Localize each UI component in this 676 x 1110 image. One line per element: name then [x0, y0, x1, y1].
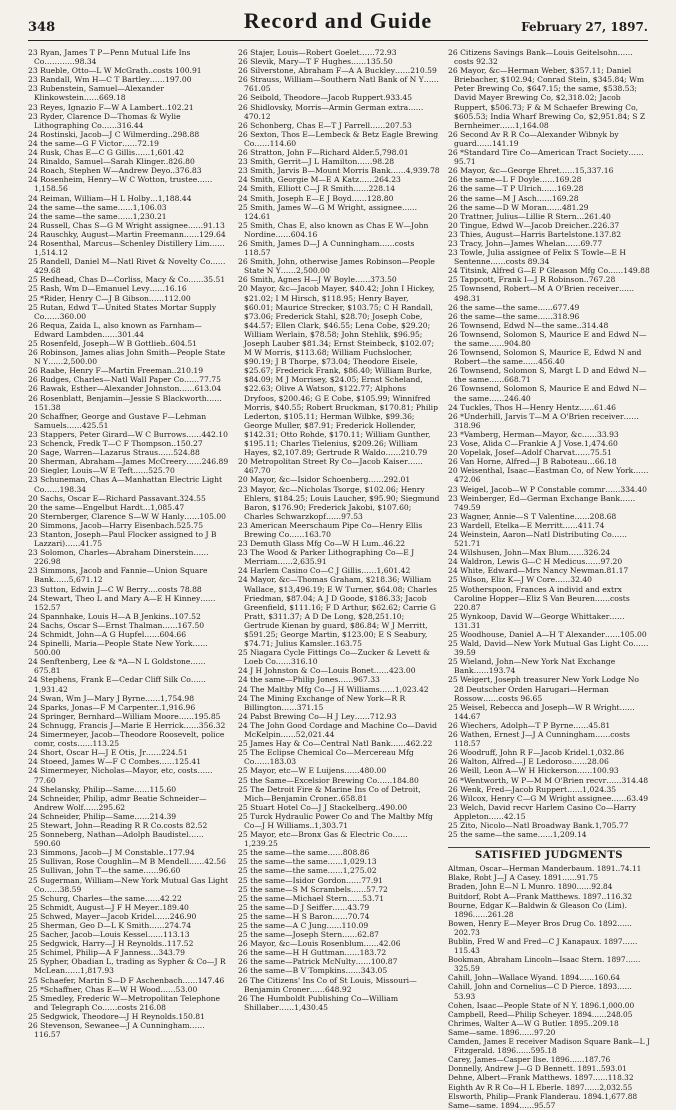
judgment-entry: 25 Sacher, Jacob—Louis Kessel……113.13: [28, 930, 190, 940]
judgment-entry: 23 Towle, Julia assignee of Felix S Towle—E H Sentenne……costs 89.34: [448, 248, 626, 267]
judgment-entry: 25 Sullivan, John T—the same……96.60: [28, 866, 181, 876]
judgment-entry: 26 Smith, John, otherwise James Robinson—People State N Y……2,500.00: [238, 257, 435, 276]
judgment-entry: 25 the same—S M Scrambels……57.72: [238, 884, 388, 894]
judgment-entry: 24 Rosenthal, Marcus—Schenley Distillery Lim……1,514.12: [28, 238, 225, 258]
judgment-entry: 25 Sedgwick, Harry—J H Reynolds..117.52: [28, 939, 194, 949]
judgment-entry: 20 Sternberger, Clarence S—W W Hanly……105.00: [28, 511, 227, 521]
judgment-entry: Cahill, John—Wallace Wyand. 1894……160.64: [448, 973, 620, 983]
judgment-entry: 26 Robinson, James alias John Smith—People State N Y……2,500.00: [28, 348, 226, 367]
judgment-entry: 24 Swan, Wm J—Mary J Byrne……1,754.98: [28, 693, 195, 703]
judgment-entry: 24 Rauschky, August—Martin Freemann……129.64: [28, 229, 226, 239]
judgment-entry: 24 Spinelli, Maria—People State New York……500.00: [28, 639, 208, 658]
judgment-entry: 25 Mayor, etc—Bronx Gas & Electric Co……1,239.25: [238, 830, 408, 849]
judgment-entry: 25 the Same—Excelsior Brewing Co……184.80: [238, 775, 419, 785]
judgment-entry: 25 Sullivan, Rose Coughlin—M B Mendell……42.56: [28, 857, 226, 867]
issue-date: February 27, 1897.: [521, 20, 648, 34]
judgment-entry: Bublin, Fred W and Fred—C J Kanapaux. 1897……115.43: [448, 937, 638, 956]
judgment-entry: 23 Wagner, Annie—S T Valentine……208.68: [448, 511, 617, 521]
judgment-entry: Donnelly, Andrew J—G D Bennett. 1891..593.01: [448, 1064, 627, 1074]
judgment-entry: 24 Schnugg, Francis J—Marie E Herrick……356.32: [28, 720, 226, 730]
judgment-entry: 25 Randell, Daniel M—Natl Rivet & Novelty Co……429.68: [28, 257, 226, 276]
judgment-entry: 24 Rinaldo, Samuel—Sarah Klinger..826.80: [28, 157, 195, 167]
judgment-entry: Braden, John E—N L Munro. 1890……92.84: [448, 882, 613, 892]
judgment-entry: 24 Mayor, &c—Thomas Graham, $218.36; William Wallace, $13,496.19; E W Turner, $64.08; Charles Friedman, $87.04; A J D Goode, $186.33; Jacob Greenfield, $111.16; F D Arthur, $62.62; Carrie G Pratt, $311.37; A D De Long, $28,251.10; Gertrude Kienan by guard, $86.84; W J Merritt, $591.25; George Martin, $123.00; E S Seabury, $74.71; Julius Kamsler..163.75: [238, 575, 438, 649]
judgment-entry: 25 Rosenfeld, Joseph—W B Gottlieb..604.51: [28, 339, 197, 348]
judgment-entry: 23 Randall, Wm H—C T Bartley……197.00: [28, 75, 192, 85]
judgment-entry: 23 Rubenstein, Samuel—Alexander Klinkowstein……669.18: [28, 84, 164, 103]
judgment-entry: 25 Schurg, Charles—the same……42.22: [28, 893, 182, 903]
judgment-entry: 24 Roach, Stephen W—Andrew Deyo..376.83: [28, 166, 202, 176]
page-number: 348: [28, 20, 56, 35]
judgment-entry: 26 the same—T P Ulrich……169.28: [448, 184, 584, 194]
judgment-entry: Chrimes, Walter A—W G Butler. 1895..209.18: [448, 1018, 619, 1028]
judgment-entry: 24 Simermeyer, Jacob—Theodore Roosevelt, police comr, costs……113.25: [28, 730, 225, 749]
judgment-entry: 25 Sugerman, William—New York Mutual Gas Light Co……38.59: [28, 875, 229, 894]
judgment-entry: 23 *Vamberg, Herman—Mayor, &c……33.93: [448, 429, 619, 439]
judgment-entry: 25 Niagara Cycle Fittings Co—Zucker & Levett & Loeb Co……316.10: [238, 648, 430, 667]
judgment-entry: 24 Stoeed, James W—F C Combes……125.41: [28, 757, 202, 767]
judgment-entry: 24 Harlem Casino Co—C J Gillis……1,601.42: [238, 566, 411, 576]
judgment-entry: 24 Wilshusen, John—Max Blum……326.24: [448, 548, 611, 558]
judgment-entry: 25 Smith, James W—G M Wright, assignee……124.61: [238, 202, 418, 221]
judgment-entry: 23 Schenck, Fredk T—C F Thompson..150.27: [28, 439, 203, 449]
judgment-entry: 23 American Meerschaum Pipe Co—Henry Ellis Brewing Co……163.70: [238, 520, 423, 539]
judgment-entry: 24 Tuckles, Thos H—Henry Hentz……61.46: [448, 402, 616, 412]
judgment-entry: 25 Weigert, Joseph treasurer New York Lodge No 28 Deutscher Orden Harugari—Herman Rossow……costs 96.65: [448, 675, 639, 703]
judgment-entry: 26 the same—L F Doyle……169.28: [448, 175, 582, 185]
judgment-entry: 20 Siegler, Louis—W E Teft……525.70: [28, 466, 175, 476]
judgment-entry: 25 Zito, Nicolo—Natl Broadway Bank.1,705.77: [448, 820, 629, 830]
judgment-entry: 25 Schaefer, Martin S—D F Aschenbach……147.46: [28, 975, 225, 985]
judgment-entry: Same—same. 1894……95.57: [448, 1100, 556, 1110]
columns-container: [28, 48, 652, 1110]
judgment-entry: 25 *Schaffner, Chas E—W H Wood……53.00: [28, 984, 198, 994]
judgment-entry: 26 The Humboldt Publishing Co—William Shillaber……1,430.45: [238, 993, 399, 1012]
judgment-entry: 26 *Underhill, Jarvis T—M A O'Brien receiver……318.96: [448, 411, 639, 430]
judgment-entry: 25 the same—the same……1,029.13: [238, 857, 377, 867]
judgment-entry: 20 Trattner, Julius—Lillie R Stern…261.40: [448, 211, 611, 221]
judgment-entry: Blake, Robt J—J A Casey. 1891……91.75: [448, 873, 599, 883]
judgment-entry: 26 Walton, Alfred—J E Ledoroso……28.06: [448, 757, 609, 767]
judgment-entry: 25 the same—Joseph Stern……62.87: [238, 930, 380, 940]
judgment-entry: Elsworth, Philip—Frank Flanderau. 1894.1,677.88: [448, 1091, 638, 1101]
judgment-entry: 20 Metropolitan Street Ry Co—Jacob Kaiser……467.70: [238, 457, 423, 476]
judgment-entry: 25 Smedley, Frederic W—Metropolitan Telephone and Telegraph Co……costs 216.08: [28, 993, 221, 1012]
judgment-entry: 23 Stappers, Peter Girard—W C Burrows……442.10: [28, 429, 228, 439]
judgment-entry: 26 Stratton, John F—Richard Alder.5,798.01: [238, 148, 409, 158]
judgment-entry: 26 Townsend, Edwd N—the same..314.48: [448, 320, 609, 330]
judgment-entry: 26 Mayor, &c—Herman Weber, $357.11; Daniel Briebacher, $102.94; Conrad Stein, $345.84; Wm Peter Brewing Co, $647.15; the same, $538.53; David Mayer Brewing Co, $2,318.02; Jacob Ruppert, $506.73; F & M Schaefer Brewing Co, $605.53; India Wharf Brewing Co, $2,951.84; S Z Bernheimer……1,164.08: [448, 66, 646, 130]
judgment-entry: 24 Shelansky, Philip—Same……115.60: [28, 784, 177, 794]
judgment-entry: 25 Mayor, etc—W E Luijens……480.00: [238, 766, 387, 776]
judgment-entry: 20 Mayor, &c—Isidor Schoenberg……292.01: [238, 475, 411, 485]
judgment-entry: 23 Welch, David recvr Harlem Casino Co—Harry Appleton……42.15: [448, 802, 637, 821]
judgment-entry: 25 Sherman, Geo D—L K Smith……274.74: [28, 921, 192, 930]
judgment-entry: 20 Sherman, Abraham—James McCreery……246.89: [28, 457, 229, 467]
judgment-entry: 25 the same—the same……1,209.14: [448, 830, 587, 840]
judgment-entry: 26 Raabe, Henry F—Martin Freeman..210.19: [28, 366, 204, 376]
judgment-entry: 26 Shidlovsky, Morris—Armin German extra……470.12: [238, 102, 424, 121]
judgment-entry: 25 Weisel, Rebecca and Joseph—W R Wright……144.67: [448, 702, 635, 721]
judgment-entry: Cohen, Isaac—People State of N Y. 1896.1,000.00: [448, 1000, 635, 1010]
judgment-entry: 26 Wathen, Ernest J—J A Cunningham……costs 118.57: [448, 730, 630, 749]
judgment-entry: 23 Simmons, Jacob and Fannie—Union Square Bank……5,671.12: [28, 566, 208, 585]
judgment-entry: 24 Schmidt, John—A G Hupfel……604.66: [28, 630, 187, 639]
judgment-entry: 24 The Mining Exchange of New York—R R Billington……371.15: [238, 693, 406, 712]
judgment-entry: 23 Demuth Glass Mfg Co—W H Lum..46.22: [238, 539, 406, 549]
judgment-entry: 25 Stuart Hotel Co—J J Stackelberg..490.00: [238, 802, 408, 812]
judgment-entry: Bookman, Abraham Lincoln—Isaac Stern. 1897……325.59: [448, 955, 641, 974]
judgment-entry: 23 Rueble, Otto—L W McGrath..costs 100.91: [28, 66, 202, 76]
judgment-entry: 24 Rostinski, Jacob—J C Wilmerding..298.88: [28, 129, 200, 139]
judgment-entry: Camden, James E receiver Madison Square Bank—L J Fitzgerald. 1896……595.18: [448, 1037, 650, 1056]
judgment-entry: 25 Sonneberg, Nathan—Adolph Baudistel……590.60: [28, 830, 204, 849]
judgment-entry: 26 Van Horne, Alfred—J B Raboteau…66.18: [448, 457, 617, 467]
judgment-entry: 24 Spannhake, Louis H—A B Jenkins..107.52: [28, 611, 201, 621]
judgment-entry: 23 Weinberger, Ed—German Exchange Bank……749.59: [448, 493, 636, 512]
page-header: [28, 6, 648, 41]
judgment-entry: Campbell, Reed—Philip Scheyer. 1894……248.05: [448, 1009, 633, 1019]
judgment-entry: 26 Rudges, Charles—Natl Wall Paper Co……77.75: [28, 375, 221, 385]
judgment-entry: 26 Woodruff, John R F—Jacob Kridel.1,032.86: [448, 748, 625, 758]
judgment-entry: 24 Sachs, Oscar S—Ernst Thalman……167.50: [28, 620, 205, 630]
column-3-entries: [448, 48, 650, 839]
judgment-entry: 20 Tingue, Edwd W—Jacob Dreicher..226.37: [448, 220, 620, 230]
judgment-entry: 20 Weisenthal, Isaac—Eastman Co, of New York……472.06: [448, 466, 649, 485]
judgment-entry: 26 Rawak, Esther—Alexander Johnston……613.04: [28, 384, 222, 394]
judgment-entry: 25 Wilson, Eliz K—J W Core……32.40: [448, 575, 592, 585]
judgment-entry: 26 Weill, Leon A—W H Hickerson……100.93: [448, 766, 619, 776]
judgment-entry: 23 Weigel, Jacob—W P Constable commr……334.40: [448, 484, 647, 494]
judgment-entry: 24 J H Johnston & Co—Louis Bonet……423.00: [238, 666, 416, 676]
judgment-entry: 25 Wieland, John—New York Nat Exchange Bank……193.74: [448, 657, 616, 676]
judgment-entry: 26 Wenk, Fred—Jacob Ruppert……1,024.35: [448, 784, 617, 794]
judgment-entry: 23 Ryan, James T P—Penn Mutual Life Ins Co…………98.34: [28, 48, 191, 67]
judgment-entry: 25 the same—Michael Stern……53.71: [238, 893, 385, 903]
judgment-entry: 23 Mayor, &c—Nicholas Tsorge, $102.06; Henry Ehlers, $184.25; Louis Laucher, $95.90; Siegmund Baron, $176.90; Frederick Jakobi, $107.60; Charles Schwarzkopf……97.53: [238, 484, 440, 521]
column-3: [448, 48, 650, 1110]
judgment-entry: 24 the same—Philip Jones……967.33: [238, 675, 380, 685]
judgment-entry: 26 Citizens Savings Bank—Louis Geitelsohn……costs 92.32: [448, 48, 633, 67]
judgment-entry: 23 Sutton, Edwin J—C W Berry….costs 78.88: [28, 584, 202, 594]
judgment-entry: 26 Schonberg, Chas E—T J Farrell……207.53: [238, 120, 412, 130]
judgment-entry: 26 Wiechers, Adolph—T P Byrne……45.81: [448, 720, 611, 730]
judgment-entry: 26 Townsend, Solomon S, Maurice E, Edwd N and Robert—the same……456.40: [448, 348, 642, 367]
judgment-entry: 25 Townsend, Robert—M A O'Brien receiver……498.31: [448, 284, 635, 303]
judgment-entry: 26 the same—B V Tompkins……343.05: [238, 966, 388, 976]
judgment-entry: 20 Simmons, Jacob—Harry Eisenbach.525.75: [28, 520, 204, 530]
judgment-entry: 26 Strauss, William—Southern Natl Bank of N Y……761.05: [238, 75, 439, 94]
judgment-entry: Bowen, Henry E—Meyer Bros Drug Co. 1892……202.73: [448, 918, 632, 937]
judgment-entry: 25 Tappcott, Frank I—J R Robinson..767.28: [448, 275, 616, 285]
judgment-entry: 24 The John Good Cordage and Machine Co—David McKelpin……52,021.44: [238, 720, 437, 740]
judgment-entry: 23 Wardell, Etelka—E Merritt……411.74: [448, 520, 605, 530]
judgment-entry: 25 Stewart, John—Reading R R Co.costs 82.52: [28, 820, 208, 830]
judgment-entry: 26 Smith, James D—J A Cunningham……costs 118.57: [238, 238, 415, 258]
judgment-entry: 25 Wald, David—New York Mutual Gas Light Co……39.59: [448, 639, 649, 658]
judgment-entry: 25 Schmidt, August—J F H Meyer..189.40: [28, 902, 189, 912]
judgment-entry: 26 Seibold, Theodore—Jacob Ruppert.933.45: [238, 93, 413, 103]
judgment-entry: 25 the same—H S Baron……70.74: [238, 911, 370, 921]
judgment-entry: 24 Rusk, Chas E—C G Gillis……1,601.42: [28, 148, 185, 158]
judgment-entry: 23 Ryder, Clarence D—Thomas & Wylie Lithographing Co……316.44: [28, 111, 181, 130]
judgment-entry: 24 Springer, Bernhard—William Moore……195.85: [28, 711, 221, 721]
judgment-entry: 25 Sypher, Obadian L, trading as Sypher & Co—J R McLean……1,817.93: [28, 957, 226, 976]
judgment-entry: 20 Sachs, Oscar E—Richard Passavant.324.55: [28, 493, 206, 503]
judgment-entry: 25 Rutan, Edwd T—United States Mortar Supply Co……360.00: [28, 302, 217, 321]
judgment-entry: 24 Stewart, Theo L and Mary A—E H Kinney……152.57: [28, 593, 216, 612]
judgment-entry: Buitdorf, Robt A—Frank Matthews. 1897..116.32: [448, 891, 633, 901]
judgment-entry: 24 the same—the same……1,230.21: [28, 211, 167, 221]
judgment-entry: 25 Turck Hydraulic Power Co and The Maltby Mfg Co—J H Williams..1,303.71: [238, 811, 433, 830]
judgment-entry: 25 Rash, Wm D—Emanuel Levy……16.16: [28, 284, 187, 294]
judgment-entry: 24 Titsink, Alfred G—E P Gleason Mfg Co……149.88: [448, 266, 650, 276]
judgment-entry: 26 Silverstone, Abraham F—A A Buckley……210.59: [238, 66, 437, 76]
judgment-entry: 23 Stanton, Joseph—Paul Flocker assigned to J B Lazzari)……41.75: [28, 529, 217, 549]
satisfied-judgments-list: [448, 864, 650, 1110]
judgment-entry: 20 Sage, Warren—Lazarus Straus……524.88: [28, 448, 200, 458]
judgment-entry: 24 Sparks, Jonas—F M Carpenter..1,916.96: [28, 702, 196, 712]
judgment-entry: 26 Second Av R R Co—Alexander Wibnyk by guard……141.19: [448, 129, 619, 148]
judgment-entry: 23 Smith, Jarvis B—Mount Morris Bank……4,939.78: [238, 166, 440, 176]
judgment-entry: 23 Thies, August—Harris Bartelstone.137.82: [448, 229, 622, 239]
judgment-entry: 24 Pabst Brewing Co—H J Ley……712.93: [238, 711, 397, 721]
judgment-entry: 25 Smith, Chas E, also known as Chas E W—John Nordine……604.16: [238, 220, 429, 239]
judgment-entry: 24 Waldron, Lewis G—C H Medicus……97.20: [448, 557, 623, 567]
judgment-entry: 24 Rosenheim, Henry—W C Wotton, trustee……1,158.56: [28, 175, 213, 194]
judgment-entry: 24 Weinstein, Aaron—Natl Distributing Co……521.71: [448, 529, 627, 549]
judgment-entry: 24 Senftenberg, Lee & *A—N L Goldstone……675.81: [28, 657, 206, 676]
judgment-entry: 26 Stevenson, Sewanee—J A Cunningham……116.57: [28, 1021, 205, 1040]
judgment-entry: 25 Wynkoop, David W—George Whittaker……131.31: [448, 611, 625, 630]
judgment-entry: 25 James Hay & Co—Central Natl Bank……462.22: [238, 739, 433, 749]
judgment-entry: 26 Requa, Zaida L, also known as Farnham—Edward Lambden……301.44: [28, 320, 202, 339]
judgment-entry: 24 Schneider, Philip, admr Beatie Schneider—Andrew Wolf……295.62: [28, 793, 207, 812]
judgment-entry: 24 White, Edward—Mrs Nancy Newman.81.17: [448, 566, 629, 576]
judgment-entry: Same—same. 1896……97.20: [448, 1027, 556, 1037]
judgment-entry: 26 Sexton, Thos E—Lembeck & Betz Eagle Brewing Co……114.60: [238, 129, 439, 148]
publication-title: Record and Guide: [243, 8, 433, 33]
judgment-entry: 26 the same—M J Asch……169.28: [448, 193, 579, 203]
judgment-entry: 23 The Wood & Parker Lithographing Co—E J Merriam……2,635.91: [238, 548, 415, 567]
column-2: [238, 48, 440, 1096]
judgment-entry: 26 the same—H H Guttman……183.72: [238, 948, 387, 958]
judgment-entry: 25 the same—Isidor Gordon……77.91: [238, 875, 383, 885]
judgment-entry: 25 the same—D J Seiffer……43.79: [238, 902, 370, 912]
judgment-entry: 24 The Maltby Mfg Co—J H Williams……1,023.42: [238, 684, 429, 694]
judgment-entry: 26 the same—D W Moran……481.29: [448, 202, 589, 212]
judgment-entry: Carey, James—Casper Ilse. 1896……187.76: [448, 1055, 611, 1065]
judgment-entry: 23 Vose, Alida C—Frankie A J Vose.1,474.60: [448, 439, 618, 449]
judgment-entry: 24 Russell, Chas S—G M Wright assignee……91.13: [28, 220, 225, 230]
judgment-entry: 25 Sedgwick, Theodore—J H Reynolds.150.81: [28, 1011, 205, 1021]
judgment-entry: 23 Schuneman, Chas A—Manhattan Electric Light Co……198.34: [28, 475, 223, 494]
judgment-entry: 24 Short, Oscar H—J E Otis, Jr……224.51: [28, 748, 188, 758]
judgment-entry: 26 *Standard Tire Co—American Tract Society……95.71: [448, 148, 644, 167]
judgment-entry: 25 the same—the same……808.86: [238, 848, 370, 858]
judgment-entry: 23 Solomon, Charles—Abraham Dinerstein……226.98: [28, 548, 209, 567]
judgment-entry: 26 the same—the same……677.49: [448, 302, 580, 312]
judgment-entry: 24 Stephens, Frank E—Cedar Cliff Silk Co……1,931.42: [28, 675, 207, 694]
column-1: [28, 48, 230, 1096]
judgment-entry: 25 Redhead, Chas D—Corliss, Macy & Co……35.51: [28, 275, 226, 285]
judgment-entry: 26 Wilcox, Henry C—G M Wright assignee……63.49: [448, 793, 649, 803]
judgment-entry: 26 Smith, Agnes H—J W Boyle……373.50: [238, 275, 397, 285]
judgment-entry: 26 the same—Patrick McNulty……100.87: [238, 957, 398, 967]
judgment-entry: 25 The Eclipse Chemical Co—Mercereau Mfg Co……183.03: [238, 748, 414, 767]
judgment-entry: 20 Mayor, &c—Jacob Mayer, $40.42; John I Hickey, $21.02; I M Hirsch, $118.95; Henry Bayer, $60.01; Maurice Strecker, $103.75; C H Randall, $73.06; Frederick Stahl, $28.70; Joseph Cobe, $44.57; Ellen Clark, $46.55; Lena Cobe, $29.20; William Werlain, $78.58; John Stehlik, $96.95; Joseph Lauber $81.34; Ernst Steinbeck, $102.07; M W Morris, $113.68; William Fuchslocher, $90.19; J B Thorpe, $73.04; Theodore Eisele, $25.67; Frederick Frank, $86.40; William Burke, $84.09; M J Morrisey, $24.05; Ernst Scheland, $22.63; Olive A Watson, $122.77; Alphons Dryfoos, $200.46; G E Cobe, $105.99; Winnifred Morris, $40.55; Robert Bruckman, $170.81; Philip Lederton, $105.11; Herman Wilbke, $99.36; George Muller, $87.91; Frederick Hollender, $142.31; Otto Rohde, $170.11; William Gunther, $195.11; Charles Tielenius, $209.26; William Hayes, $2,107.89; Gertrude R Waldo……210.79: [238, 284, 438, 458]
judgment-entry: 26 Stajer, Louis—Robert Goelet……72.93: [238, 48, 397, 57]
judgment-entry: 26 Townsend, Solomon S, Maurice E and Edwd N—the same……246.40: [448, 384, 647, 403]
judgment-entry: 25 *Rider, Henry C—J B Gibson……112.00: [28, 293, 191, 303]
judgment-entry: Bourne, Edgar K—Baldwin & Gleason Co (Lim). 1896……261.28: [448, 900, 627, 919]
judgment-entry: 26 Slevik, Mary—T F Hughes……135.50: [238, 57, 393, 67]
judgment-entry: 24 Smith, Joseph E—E J Boyd……128.80: [238, 193, 394, 203]
section-title: SATISFIED JUDGMENTS: [448, 847, 650, 860]
judgment-entry: Cahill, John and Cornelius—C D Pierce. 1893……53.93: [448, 982, 632, 1001]
judgment-entry: 20 Schaffner, George and Gustave F—Lehman Samuels……425.51: [28, 411, 207, 430]
judgment-entry: 25 Wotherspoon, Frances A individ and extrx Caroline Hopper—Eliz S Van Beuren……costs 220.87: [448, 584, 630, 612]
judgment-entry: 26 Townsend, Solomon S, Maurice E and Edwd N—the same……904.80: [448, 329, 647, 348]
judgment-entry: Altman, Oscar—Herman Manderbaum. 1891..74.11: [448, 864, 642, 874]
judgment-entry: 26 Rosenblatt, Benjamin—Jessie S Blackworth……151.38: [28, 393, 222, 412]
judgment-entry: 26 Mayor, &c—Louis Rosenblum……42.06: [238, 939, 401, 949]
judgment-entry: 24 Simermeyer, Nicholas—Mayor, etc, costs……77.60: [28, 766, 213, 785]
judgment-entry: 24 Smith, Elliott C—J R Smith……228.14: [238, 184, 396, 194]
judgment-entry: Eighth Av R R Co—H L Eberle. 1897……2,032.55: [448, 1082, 633, 1092]
judgment-entry: 25 The Detroit Fire & Marine Ins Co of Detroit, Mich—Benjamin Croner..658.81: [238, 784, 421, 803]
judgment-entry: 24 the same—G F Victor……72.19: [28, 138, 160, 148]
judgment-entry: 20 Vopelak, Josef—Adolf Charvat……75.51: [448, 448, 612, 458]
judgment-entry: 25 the same—A C Jung……110.09: [238, 921, 369, 930]
judgment-entry: 20 the same—Engelbut Hardt…1,085.47: [28, 502, 185, 512]
judgment-entry: 26 *Wentworth, W P—M M O'Brien recvr……314.48: [448, 775, 649, 785]
judgment-entry: 23 Reyes, Ignazio F—W A Lambert..102.21: [28, 102, 194, 112]
judgment-entry: 23 Smith, Gerrit—J L Hamilton……98.28: [238, 157, 395, 167]
judgment-entry: 26 Townsend, Solomon S, Margt L D and Edwd N—the same……668.71: [448, 366, 647, 385]
judgment-entry: 24 Smith, Georgie M—E A Katz……264.23: [238, 175, 401, 185]
judgment-entry: 26 Mayor, &c—George Ehret……15,337.16: [448, 166, 614, 176]
judgment-entry: 23 Simmons, Jacob—J M Constable..177.94: [28, 848, 195, 858]
judgment-entry: 25 Schimel, Philip—A F Janness…343.79: [28, 948, 185, 958]
judgment-entry: 23 Tracy, John—James Whelan……69.77: [448, 238, 603, 248]
judgment-entry: 24 the same—the same……1,106.03: [28, 202, 167, 212]
judgment-entry: 25 Schwed, Mayer—Jacob Kridel……246.90: [28, 911, 197, 921]
judgment-entry: 25 the same—the same……1,275.02: [238, 866, 377, 876]
judgment-entry: 26 The Citizens' Ins Co of St Louis, Missouri—Benjamin Croner……648.92: [238, 975, 417, 994]
judgment-entry: 24 Schneider, Philip—Same……214.39: [28, 811, 177, 821]
judgment-entry: 25 Woodhouse, Daniel A—H T Alexander……105.00: [448, 630, 647, 639]
judgment-entry: 26 the same—the same……318.96: [448, 311, 580, 321]
judgment-entry: Dehne, Albert—Frank Matthews. 1897……118.32: [448, 1073, 634, 1083]
judgment-entry: 24 Reiman, William—H L Holby…1,188.44: [28, 193, 192, 203]
